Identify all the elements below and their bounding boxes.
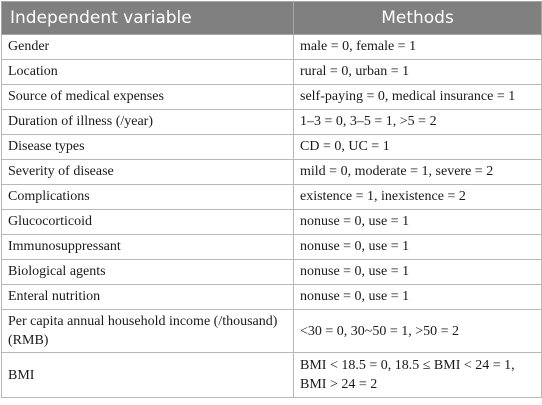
variable-cell: Enteral nutrition: [2, 285, 294, 310]
table-row: [2, 260, 542, 285]
variable-cell: Biological agents: [2, 260, 294, 285]
method-cell: CD = 0, UC = 1: [294, 135, 542, 160]
method-cell: rural = 0, urban = 1: [294, 60, 542, 85]
table-row: [2, 210, 542, 235]
variable-coding-table: [1, 1, 542, 398]
table-header-row: [2, 2, 542, 35]
variable-cell: BMI: [2, 353, 294, 398]
variable-cell: Gender: [2, 35, 294, 60]
method-cell: 1–3 = 0, 3–5 = 1, >5 = 2: [294, 110, 542, 135]
variable-cell: Per capita annual household income (/thousand) (RMB): [2, 310, 294, 353]
variable-cell: Glucocorticoid: [2, 210, 294, 235]
table-row: [2, 235, 542, 260]
variable-cell: Complications: [2, 185, 294, 210]
variable-cell: Disease types: [2, 135, 294, 160]
variable-cell: Immunosuppressant: [2, 235, 294, 260]
variable-cell: Source of medical expenses: [2, 85, 294, 110]
method-cell: nonuse = 0, use = 1: [294, 210, 542, 235]
table-row: [2, 310, 542, 353]
method-cell: nonuse = 0, use = 1: [294, 260, 542, 285]
variable-cell: Location: [2, 60, 294, 85]
header-independent-variable: Independent variable: [2, 2, 294, 35]
method-cell: nonuse = 0, use = 1: [294, 235, 542, 260]
header-methods: Methods: [294, 2, 542, 35]
table-row: [2, 35, 542, 60]
table-row: [2, 135, 542, 160]
variable-cell: Duration of illness (/year): [2, 110, 294, 135]
table-row: [2, 353, 542, 398]
method-cell: BMI < 18.5 = 0, 18.5 ≤ BMI < 24 = 1, BMI > 24 = 2: [294, 353, 542, 398]
table-row: [2, 160, 542, 185]
table-row: [2, 285, 542, 310]
table-row: [2, 110, 542, 135]
table-row: [2, 85, 542, 110]
method-cell: <30 = 0, 30~50 = 1, >50 = 2: [294, 310, 542, 353]
method-cell: male = 0, female = 1: [294, 35, 542, 60]
method-cell: self-paying = 0, medical insurance = 1: [294, 85, 542, 110]
table-row: [2, 185, 542, 210]
method-cell: mild = 0, moderate = 1, severe = 2: [294, 160, 542, 185]
method-cell: nonuse = 0, use = 1: [294, 285, 542, 310]
method-cell: existence = 1, inexistence = 2: [294, 185, 542, 210]
table-row: [2, 60, 542, 85]
variable-cell: Severity of disease: [2, 160, 294, 185]
